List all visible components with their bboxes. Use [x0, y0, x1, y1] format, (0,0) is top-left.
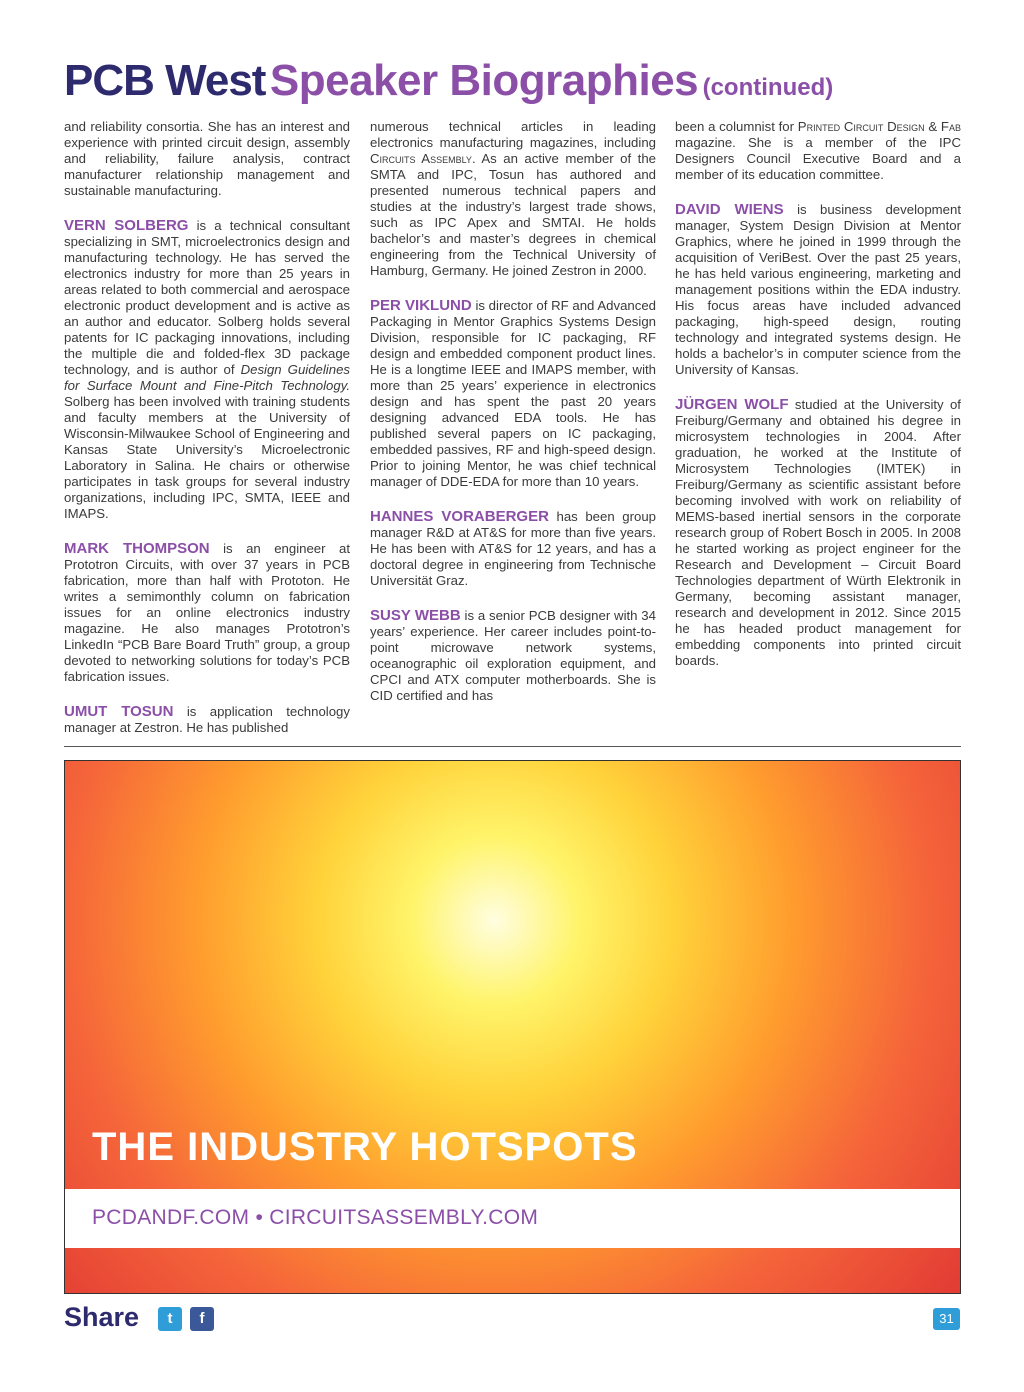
bio-paragraph	[675, 202, 961, 378]
bio-paragraph	[64, 119, 350, 199]
advertisement-banner[interactable]	[64, 760, 961, 1294]
ad-headline: THE INDUSTRY HOTSPOTS	[92, 1125, 638, 1169]
speaker-name: UMUT TOSUN	[64, 703, 174, 720]
speaker-name: DAVID WIENS	[675, 201, 784, 218]
bio-text: is a technical consultant specializing in SMT, microelectronics design and manufacturing technology. He has served the electronics industry for more than 25 years in areas related to both commercial and aerospace electronic product development and is active as an author and educator. Solberg holds several patents for IC packaging innovations, including the multiple die and folded-flex 3D package technology, and is author of	[64, 218, 351, 377]
bio-text: is director of RF and Advanced Packaging in Mentor Graphics Systems Design Division, responsible for IC packaging, RF design and embedded component product lines. He is a longtime IEEE and IMAPS member, with more than 25 years’ experience in electronics design and has spent the past 20 years designing advanced EDA tools. He has published several papers on IC packaging, embedded passives, RF and high-speed design. Prior to joining Mentor, he was chief technical manager of DDE-EDA for more than 10 years.	[370, 298, 656, 489]
bio-paragraph	[64, 704, 350, 736]
bio-text: is a senior PCB designer with 34 years’ experience. Her career includes point-to-point microwave network systems, oceanographic oil exploration equipment, and CPCI and ATX computer motherboards. She is CID certified and has	[370, 608, 656, 703]
bio-text: is application technology manager at Zestron. He has published	[64, 704, 350, 735]
facebook-icon[interactable]: f	[190, 1307, 214, 1331]
bio-paragraph	[370, 608, 656, 704]
bio-paragraph	[675, 397, 961, 669]
column-2	[370, 119, 656, 723]
bio-text: Solberg has been involved with training students and faculty members at the University of Wisconsin-Milwaukee School of Engineering and Kansas State University’s Microelectronic Laboratory in Salina. He chairs or otherwise participates in task groups for several industry organizations, including IPC, SMTA, IEEE and IMAPS.	[64, 394, 350, 521]
book-title: Design Guidelines for Surface Mount and Fine-Pitch Technology.	[64, 362, 350, 393]
bio-paragraph	[675, 119, 961, 183]
column-3	[675, 119, 961, 688]
bio-text: . As an active member of the SMTA and IPC, Tosun has authored and presented numerous technical papers and studies at the industry’s largest trade shows, such as IPC Apex and SMTAI. He holds bachelor’s and master’s degrees in chemical engineering from the Technical University of Hamburg, Germany. He joined Zestron in 2000.	[370, 151, 657, 278]
bio-paragraph	[64, 218, 350, 522]
ad-url-links[interactable]: PCDANDF.COM • CIRCUITSASSEMBLY.COM	[92, 1206, 539, 1229]
title-speaker-biographies: Speaker Biographies	[269, 56, 699, 105]
title-continued: (continued)	[702, 74, 834, 101]
bio-text: is an engineer at Prototron Circuits, with over 37 years in PCB fabrication, more than half with Prototon. He writes a semimonthly column on fabrication issues for an online electronics industry magazine. He also manages Prototron’s LinkedIn “PCB Bare Board Truth” group, a group devoted to networking solutions for today’s PCB fabrication issues.	[64, 541, 350, 684]
bio-text: studied at the University of Freiburg/Germany and obtained his degree in microsystem technologies in 2004. After graduation, he worked at the Institute of Microsystem Technologies (IMTEK) in Freiburg/Germany as scientific assistant before becoming involved with work on reliability of MEMS-based inertial sensors in the corporate research group of Robert Bosch in 2005. In 2008 he started working as project engineer for the Research and Development – Circuit Board Technologies department of Würth Elektronik in Germany, becoming assistant manager, research and development in 2012. Since 2015 he has headed product management for embedding components into printed circuit boards.	[675, 397, 961, 668]
bio-paragraph	[370, 119, 656, 279]
divider	[64, 746, 961, 747]
twitter-icon[interactable]: t	[158, 1307, 182, 1331]
speaker-name: SUSY WEBB	[370, 607, 461, 624]
column-1	[64, 119, 350, 755]
bio-text: has been group manager R&D at AT&S for more than five years. He has been with AT&S for 12 years, and has a doctoral degree in engineering from Technische Universität Graz.	[370, 509, 656, 588]
speaker-name: MARK THOMPSON	[64, 540, 210, 557]
bio-text: been a columnist for	[675, 119, 795, 134]
magazine-title: Printed Circuit Design & Fab	[797, 119, 961, 134]
magazine-title: Circuits Assembly	[370, 151, 472, 166]
bio-text: numerous technical articles in leading electronics manufacturing magazines, including	[370, 119, 656, 150]
share-label: Share	[64, 1302, 140, 1332]
page-number: 31	[933, 1308, 960, 1330]
speaker-name: VERN SOLBERG	[64, 217, 189, 234]
speaker-name: PER VIKLUND	[370, 297, 472, 314]
bio-text: and reliability consortia. She has an interest and experience with printed circuit design, assembly and reliability, failure analysis, contract manufacturer relationship management and sustainable manufacturing.	[64, 119, 350, 198]
title-pcb-west: PCB West	[64, 56, 266, 105]
bio-text: is business development manager, System Design Division at Mentor Graphics, where he joined in 1999 through the acquisition of VeriBest. Over the past 25 years, he has held various engineering, marketing and management positions within the EDA industry. His focus areas have included advanced packaging, high-speed design, routing technology and integrated systems design. He holds a bachelor’s in computer science from the University of Kansas.	[675, 202, 961, 377]
bio-paragraph	[370, 298, 656, 490]
speaker-name: JÜRGEN WOLF	[675, 396, 789, 413]
page-title	[64, 56, 833, 106]
bio-paragraph	[370, 509, 656, 589]
speaker-name: HANNES VORABERGER	[370, 508, 549, 525]
bio-paragraph	[64, 541, 350, 685]
bio-text: magazine. She is a member of the IPC Designers Council Executive Board and a member of its education committee.	[675, 135, 961, 182]
